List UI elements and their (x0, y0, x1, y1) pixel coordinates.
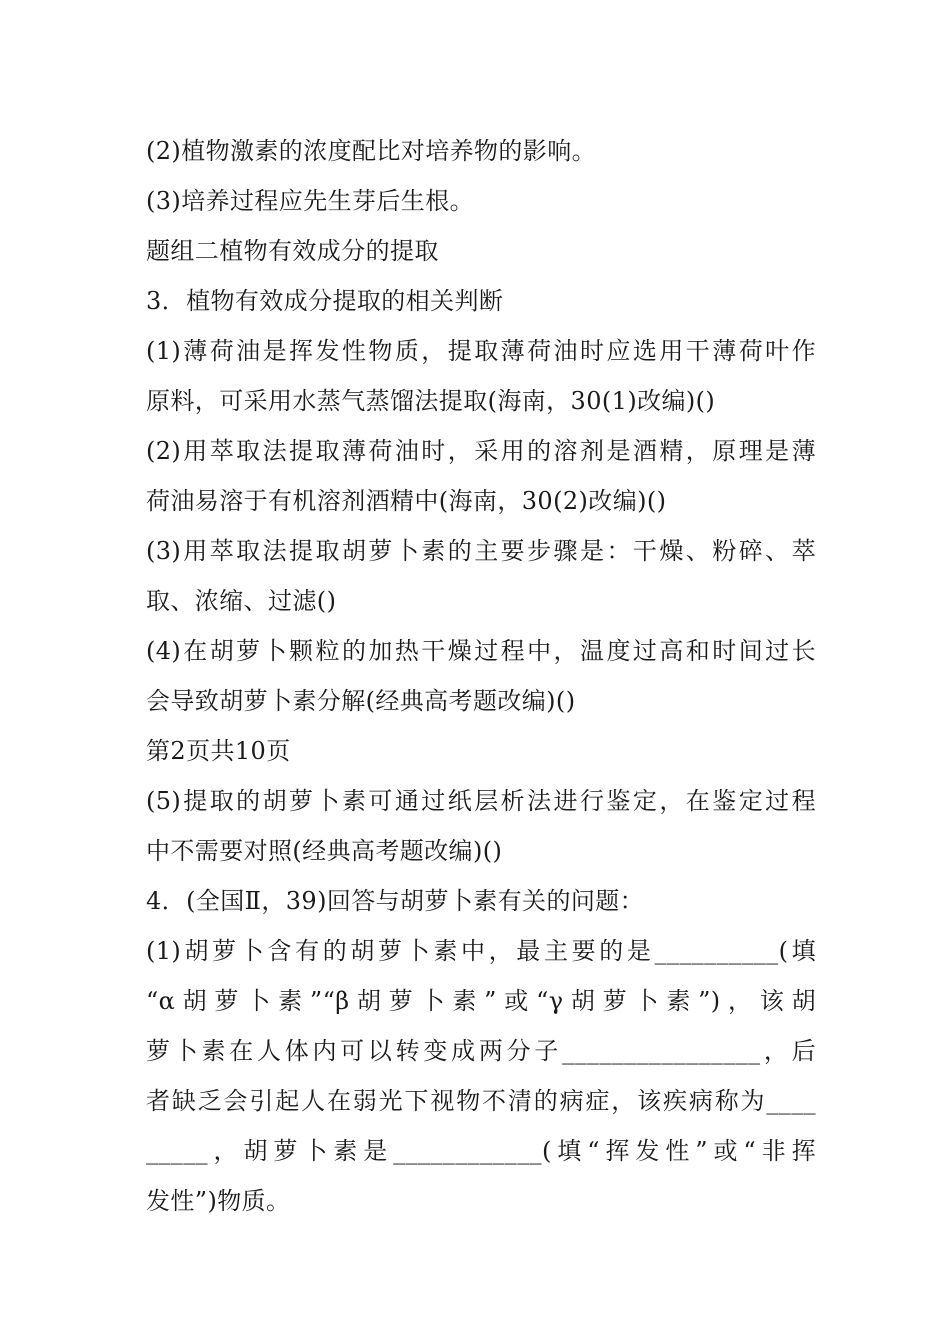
text-line: 会导致胡萝卜素分解(经典高考题改编)() (146, 687, 576, 715)
page-number: 第2页共10页 (146, 737, 291, 765)
question-title: 4．(全国Ⅱ，39)回答与胡萝卜素有关的问题： (146, 887, 645, 915)
text-line: (2)用萃取法提取薄荷油时，采用的溶剂是酒精，原理是薄 (146, 437, 816, 465)
text-line: 原料，可采用水蒸气蒸馏法提取(海南，30(1)改编)() (146, 387, 716, 415)
text-line: 者缺乏会引起人在弱光下视物不清的病症，该疾病称为____ (146, 1087, 816, 1115)
text-line: 荷油易溶于有机溶剂酒精中(海南，30(2)改编)() (146, 487, 667, 515)
text-line: 取、浓缩、过滤() (146, 587, 337, 615)
text-line: 萝卜素在人体内可以转变成两分子________________，后 (146, 1037, 816, 1065)
text-line: 中不需要对照(经典高考题改编)() (146, 837, 503, 865)
text-line: 发性”)物质。 (146, 1187, 291, 1215)
text-line: (3)培养过程应先生芽后生根。 (146, 187, 474, 215)
text-line: (3)用萃取法提取胡萝卜素的主要步骤是：干燥、粉碎、萃 (146, 537, 816, 565)
section-heading: 题组二植物有效成分的提取 (146, 237, 439, 265)
text-line: (2)植物激素的浓度配比对培养物的影响。 (146, 137, 596, 165)
text-line: (1)薄荷油是挥发性物质，提取薄荷油时应选用干薄荷叶作 (146, 337, 816, 365)
text-line: (4)在胡萝卜颗粒的加热干燥过程中，温度过高和时间过长 (146, 637, 816, 665)
text-line: (5)提取的胡萝卜素可通过纸层析法进行鉴定，在鉴定过程 (146, 787, 816, 815)
text-line: (1)胡萝卜含有的胡萝卜素中，最主要的是__________(填 (146, 937, 816, 965)
text-line: “α胡萝卜素”“β胡萝卜素”或“γ胡萝卜素”)，该胡 (146, 987, 816, 1015)
question-title: 3．植物有效成分提取的相关判断 (146, 287, 504, 315)
text-line: _____，胡萝卜素是____________(填“挥发性”或“非挥 (146, 1137, 816, 1165)
